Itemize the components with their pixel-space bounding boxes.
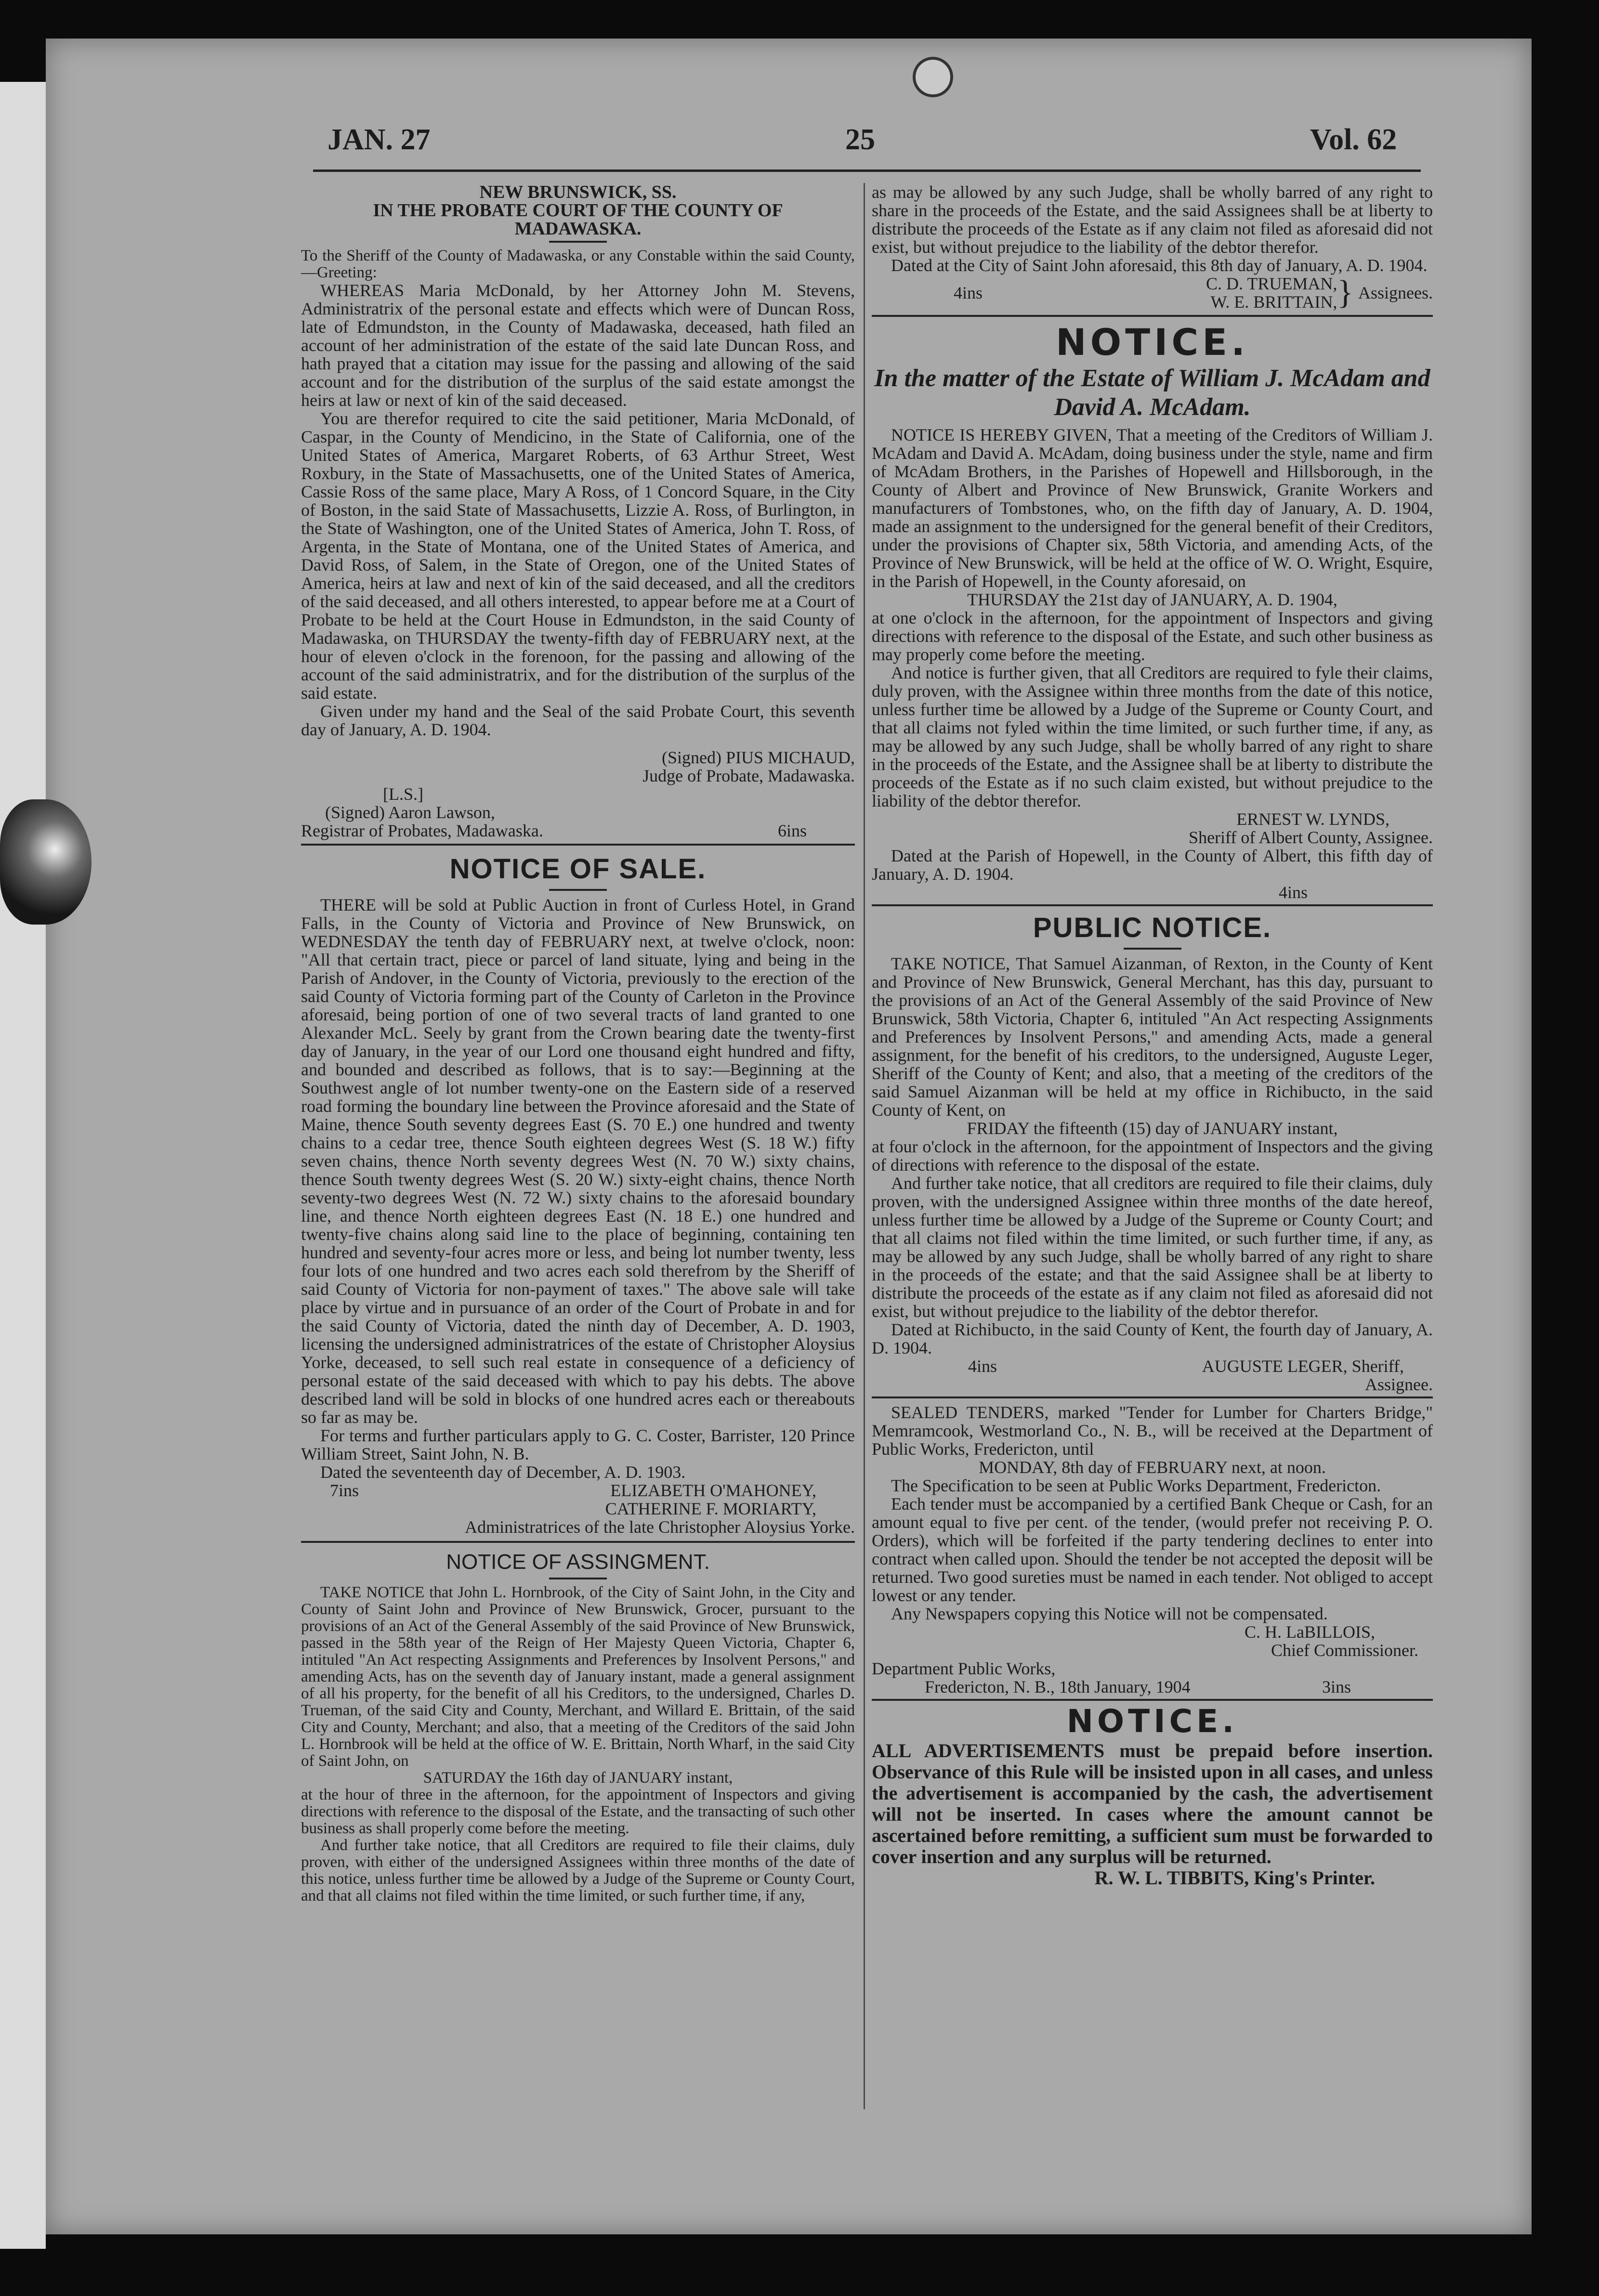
leger-role: Assignee. xyxy=(1365,1375,1433,1394)
divider xyxy=(549,889,607,891)
section-rule xyxy=(301,844,855,846)
commissioner-signature: C. H. LaBILLOIS, xyxy=(1245,1622,1375,1642)
tenders-newspapers: Any Newspapers copying this Notice will not be compensated. xyxy=(891,1604,1328,1623)
section-rule xyxy=(872,904,1433,906)
tenders-body: SEALED TENDERS, marked "Tender for Lumber for Charters Bridge," Memramcook, Westmorland Co., N. B., will be received at the Department of Public Works, Fredericton, until xyxy=(872,1403,1433,1459)
public-meeting-date: FRIDAY the fifteenth (15) day of JANUARY instant, xyxy=(967,1119,1338,1138)
probate-address: To the Sheriff of the County of Madawaska, or any Constable within the said County,—Greeting: xyxy=(301,247,855,281)
section-rule xyxy=(872,1396,1433,1398)
public-claims: And further take notice, that all creditors are required to file their claims, duly proven, with the undersigned Assignee within three months of the date hereof, unless further time be allowed by a Judge of the Supreme or County Court; and that all claims not filed within the time limited, or such further time, if any, as may be allowed by any such Judge, shall be wholly barred of any right to share in the proceeds of the estate; and that the said Assignee shall be at liberty to distribute the proceeds of the estate as if any claim not filed as aforesaid did not exist, but without prejudice to the liability of the debtor therefor. xyxy=(872,1174,1433,1321)
public-body: TAKE NOTICE, That Samuel Aizanman, of Rexton, in the County of Kent and Province of New Brunswick, General Merchant, has this day, pursuant to the provisions of an Act of the General Assembly of the said Province of New Brunswick, 58th Victoria, Chapter 6, intituled "An Act respecting Assignments and Preferences by Insolvent Persons," and amending Acts, made a general assignment, for the benefit of his creditors, to the undersigned, Auguste Leger, Sheriff of the County of Kent; and also, that a meeting of the creditors of the said Samuel Aizanman will be held at my office in Richibucto, in the said County of Kent, on xyxy=(872,954,1433,1120)
sheriff-title: Sheriff of Albert County, Assignee. xyxy=(1189,828,1433,847)
assignee-2: W. E. BRITTAIN, xyxy=(1210,292,1337,312)
probate-citation: You are therefor required to cite the said petitioner, Maria McDonald, of Caspar, in the County of Mendicino, in the State of California, one of the United States of America, Margaret Roberts, of 63 Arthur Street, West Roxbury, in the State of Massachusetts, one of the United States of America, Cassie Ross of the same place, Mary A Ross, of 1 Concord Square, in the City of Boston, in the said State of Massachusetts, Lizzie A. Ross, of Burlington, in the State of Washington, one of the United States of America, John T. Ross, of Argenta, in the State of Montana, one of the United States of America, and David Ross, of Salem, in the State of Oregon, one of the United States of America, heirs at law and next of kin of the said deceased, and all the creditors of the said deceased, and all others interested, to appear before me at a Court of Probate to be held at the Court House in Edmundston, in the said County of Madawaska, on THURSDAY the twenty-fifth day of FEBRUARY next, at the hour of eleven o'clock in the forenoon, for the passing and allowing of the account of the said administratrix, and for the distribution of the surplus of the said estate. xyxy=(301,409,855,703)
commissioner-title: Chief Commissioner. xyxy=(1271,1641,1418,1660)
insertion-count: 4ins xyxy=(954,283,983,302)
sale-notice xyxy=(301,852,855,1536)
insertion-count: 7ins xyxy=(330,1481,359,1500)
section-rule xyxy=(872,315,1433,317)
judge-title: Judge of Probate, Madawaska. xyxy=(642,766,855,785)
public-notice xyxy=(872,911,1433,1394)
left-column xyxy=(301,183,855,1905)
estate-subtitle: In the matter of the Estate of William J. McAdam and David A. McAdam. xyxy=(874,365,1430,421)
tenders-specification: The Specification to be seen at Public Works Department, Fredericton. xyxy=(891,1476,1381,1495)
divider xyxy=(1124,948,1181,950)
page-number: 25 xyxy=(845,123,875,156)
mcadam-claims: And notice is further given, that all Creditors are required to fyle their claims, duly proven, with the Assignee within three months from the date of this notice, unless further time be allowed by a Judge of the Supreme or County Court, and that all claims not fyled within the time limited, or such further time, if any, as may be allowed by any such Judge, shall be wholly barred of any right to share in the proceeds of the Estate, and the Assignee shall be at liberty to distribute the proceeds of the Estate as if no such claim existed, but without prejudice to the liability of the debtor therefor. xyxy=(872,663,1433,810)
assignment-notice xyxy=(301,1550,855,1905)
mcadam-meeting-date: THURSDAY the 21st day of JANUARY, A. D. 1904, xyxy=(967,590,1337,609)
section-rule xyxy=(301,1541,855,1543)
insertion-count: 4ins xyxy=(1278,883,1308,902)
probate-heading-3: MADAWASKA. xyxy=(514,219,642,239)
mcadam-notice xyxy=(872,321,1433,901)
administratrix-1: ELIZABETH O'MAHONEY, xyxy=(610,1481,816,1500)
insertion-count: 4ins xyxy=(968,1357,997,1376)
assignees-role: Assignees. xyxy=(1358,283,1433,302)
printer-signature: R. W. L. TIBBITS, King's Printer. xyxy=(1094,1867,1375,1889)
public-dated: Dated at Richibucto, in the said County of Kent, the fourth day of January, A. D. 1904. xyxy=(872,1320,1433,1357)
issue-date: JAN. 27 xyxy=(328,123,431,156)
insertion-count: 6ins xyxy=(777,821,807,840)
sale-title: NOTICE OF SALE. xyxy=(449,853,707,885)
advertisements-rule: ALL ADVERTISEMENTS must be prepaid before insertion. Observance of this Rule will be insisted upon in all cases, and unless the advertisement is accompanied by the cash, the advertisement will not be inserted. In cases where the amount cannot be ascertained before remitting, a sufficient sum must be forwarded to cover insertion and any surplus will be returned. xyxy=(872,1740,1433,1867)
binder-clip xyxy=(0,799,92,925)
notice-title: NOTICE. xyxy=(1056,321,1249,364)
tenders-deadline: MONDAY, 8th day of FEBRUARY next, at noon. xyxy=(979,1458,1326,1477)
assignment-meeting-date: SATURDAY the 16th day of JANUARY instant, xyxy=(423,1769,733,1787)
registrar-title: Registrar of Probates, Madawaska. xyxy=(301,821,543,840)
column-rule xyxy=(864,183,865,2109)
divider xyxy=(549,241,607,243)
administratrices-title: Administratrices of the late Christopher Aloysius Yorke. xyxy=(465,1517,855,1537)
assignee-continuation: as may be allowed by any such Judge, shall be wholly barred of any right to share in the proceeds of the Estate, and the said Assignees shall be at liberty to distribute the proceeds of the Estate as if any claim not filed as aforesaid did not exist, but without prejudice to the liability of the debtor therefor. xyxy=(872,183,1433,257)
assignment-title: NOTICE OF ASSINGMENT. xyxy=(446,1550,710,1574)
assignee-1: C. D. TRUEMAN, xyxy=(1206,274,1337,293)
insertion-count: 3ins xyxy=(1322,1677,1351,1696)
divider xyxy=(549,1578,607,1579)
prepaid-notice xyxy=(872,1703,1433,1889)
brace-glyph: } xyxy=(1337,274,1353,311)
public-notice-title: PUBLIC NOTICE. xyxy=(1033,912,1272,943)
probate-heading-2: IN THE PROBATE COURT OF THE COUNTY OF xyxy=(373,200,783,221)
assignment-body: TAKE NOTICE that John L. Hornbrook, of the City of Saint John, in the City and County of Saint John and Province of New Brunswick, Grocer, pursuant to the provisions of an Act of the General Assembly of the said Province of New Brunswick, passed in the 58th year of the Reign of Her Majesty Queen Victoria, Chapter 6, intituled "An Act respecting Assignments and Preferences by Insolvent Persons," and amending Acts, has on the seventh day of January instant, made a general assignment of all his property, for the benefit of all his Creditors, to the undersigned, Charles D. Trueman, of the said City and County, Merchant, and Willard E. Brittain, of the said City and County, Merchant; and also, that a meeting of the Creditors of the said John L. Hornbrook will be held at the office of W. E. Brittain, North Wharf, in the said City of Saint John, on xyxy=(301,1584,855,1770)
sale-body: THERE will be sold at Public Auction in front of Curless Hotel, in Grand Falls, in the County of Victoria and Province of New Brunswick, on WEDNESDAY the tenth day of FEBRUARY next, at twelve o'clock, noon: "All that certain tract, piece or parcel of land situate, lying and being in the Parish of Andover, in the County of Victoria, previously to the erection of the said County of Victoria forming part of the County of Carleton in the Province aforesaid, being portion of one of two several tracts of land granted to one Alexander McL. Seely by grant from the Crown bearing date the twenty-first day of January, in the year of our Lord one thousand eight hundred and fifty, and bounded and described as follows, that is to say:—Beginning at the Southwest angle of lot number twenty-one on the Eastern side of a reserved road forming the boundary line between the Province aforesaid and the State of Maine, thence South seventy degrees East (S. 70 E.) one hundred and twenty chains to a cedar tree, thence South eighteen degrees West (S. 18 W.) fifty seven chains, thence North seventy degrees West (N. 70 W.) sixty chains, thence South twenty degrees West (S. 20 W.) sixty-eight chains, thence North seventy-two degrees West (N. 72 W.) sixty chains to the aforesaid boundary line, and thence North eighteen degrees East (N. 18 E.) one hundred and twenty-five chains along said line to the place of beginning, containing ten hundred and seventy-four acres more or less, and being lot number twenty, less four lots of one hundred and two acres each sold therefrom by the Sheriff of said County of Victoria for non-payment of taxes." The above sale will take place by virtue and in pursuance of an order of the Court of Probate in and for the said County of Victoria, dated the ninth day of December, A. D. 1903, licensing the undersigned administratrices of the estate of Christopher Aloysius Yorke, deceased, to sell such real estate in consequence of a deficiency of personal estate of the said deceased with which to pay his debts. The above described land will be sold in blocks of one hundred acres each or thereabouts so far as may be. xyxy=(301,895,855,1427)
right-column xyxy=(872,183,1433,1889)
assignee-dated: Dated at the City of Saint John aforesaid, this 8th day of January, A. D. 1904. xyxy=(891,256,1428,275)
assignment-claims: And further take notice, that all Creditors are required to file their claims, duly proven, with either of the undersigned Assignees within three months of the date of this notice, unless further time be allowed by a Judge of the Supreme or County Court, and that all claims not filed within the time limited, or such further time, if any, xyxy=(301,1837,855,1905)
sheriff-signature: ERNEST W. LYNDS, xyxy=(1236,809,1389,829)
sale-dated: Dated the seventeenth day of December, A. D. 1903. xyxy=(320,1462,686,1482)
header-rule xyxy=(313,170,1421,172)
volume-number: Vol. 62 xyxy=(1310,123,1397,156)
tenders-department: Department Public Works, xyxy=(872,1659,1056,1678)
mcadam-purpose: at one o'clock in the afternoon, for the appointment of Inspectors and giving directions with reference to the disposal of the Estate, and such other business as may properly come before the meeting. xyxy=(872,608,1433,664)
public-purpose: at four o'clock in the afternoon, for the appointment of Inspectors and the giving of directions with reference to the disposal of the estate. xyxy=(872,1137,1433,1174)
leger-signature: AUGUSTE LEGER, Sheriff, xyxy=(1202,1357,1404,1376)
probate-heading-1: NEW BRUNSWICK, SS. xyxy=(479,182,677,202)
probate-given: Given under my hand and the Seal of the said Probate Court, this seventh day of January, A. D. 1904. xyxy=(301,702,855,739)
trueman-notice xyxy=(872,183,1433,311)
tenders-dated: Fredericton, N. B., 18th January, 1904 xyxy=(925,1677,1191,1696)
mcadam-body: NOTICE IS HEREBY GIVEN, That a meeting of the Creditors of William J. McAdam and David A. McAdam, doing business under the style, name and firm of McAdam Brothers, in the Parishes of Hopewell and Hillsborough, in the County of Albert and Province of New Brunswick, Granite Workers and manufacturers of Tombstones, who, on the fifth day of January, A. D. 1904, made an assignment to the undersigned for the general benefit of their Creditors, under the provisions of Chapter six, 58th Victoria, and amending Acts, of the Province of New Brunswick, will be held at the office of W. O. Wright, Esquire, in the Parish of Hopewell, in the County aforesaid, on xyxy=(872,425,1433,591)
probate-whereas: WHEREAS Maria McDonald, by her Attorney John M. Stevens, Administratrix of the personal estate and effects which were of Duncan Ross, late of Edmundston, in the County of Madawaska, deceased, hath filed an account of her administration of the estate of the said late Duncan Ross, and hath prayed that a citation may issue for the passing and allowing of the said account and for the distribution of the surplus of the said estate amongst the heirs at law or next of kin of the said deceased. xyxy=(301,281,855,410)
tenders-notice xyxy=(872,1403,1433,1696)
notice-title: NOTICE. xyxy=(1066,1703,1238,1740)
administratrix-2: CATHERINE F. MORIARTY, xyxy=(605,1499,816,1518)
seal-mark: [L.S.] xyxy=(383,784,423,804)
assignment-purpose: at the hour of three in the afternoon, for the appointment of Inspectors and giving directions with reference to the disposal of the Estate, and the transacting of such other business as shall properly come before the meeting. xyxy=(301,1786,855,1837)
registrar-signature: (Signed) Aaron Lawson, xyxy=(325,803,495,822)
punch-hole xyxy=(913,57,953,97)
mcadam-dated: Dated at the Parish of Hopewell, in the County of Albert, this fifth day of January, A. D. 1904. xyxy=(872,846,1433,884)
page-edge xyxy=(0,82,46,2249)
sale-terms: For terms and further particulars apply to G. C. Coster, Barrister, 120 Prince William Street, Saint John, N. B. xyxy=(301,1426,855,1463)
judge-signature: (Signed) PIUS MICHAUD, xyxy=(661,748,855,767)
probate-notice xyxy=(301,183,855,840)
tenders-conditions: Each tender must be accompanied by a certified Bank Cheque or Cash, for an amount equal to five per cent. of the tender, (would prefer not receiving P. O. Orders), which will be forfeited if the party tendering declines to enter into contract when called upon. Should the tender be not accepted the deposit will be returned. Two good sureties must be named in each tender. Not obliged to accept lowest or any tender. xyxy=(872,1494,1433,1605)
section-rule xyxy=(872,1699,1433,1701)
